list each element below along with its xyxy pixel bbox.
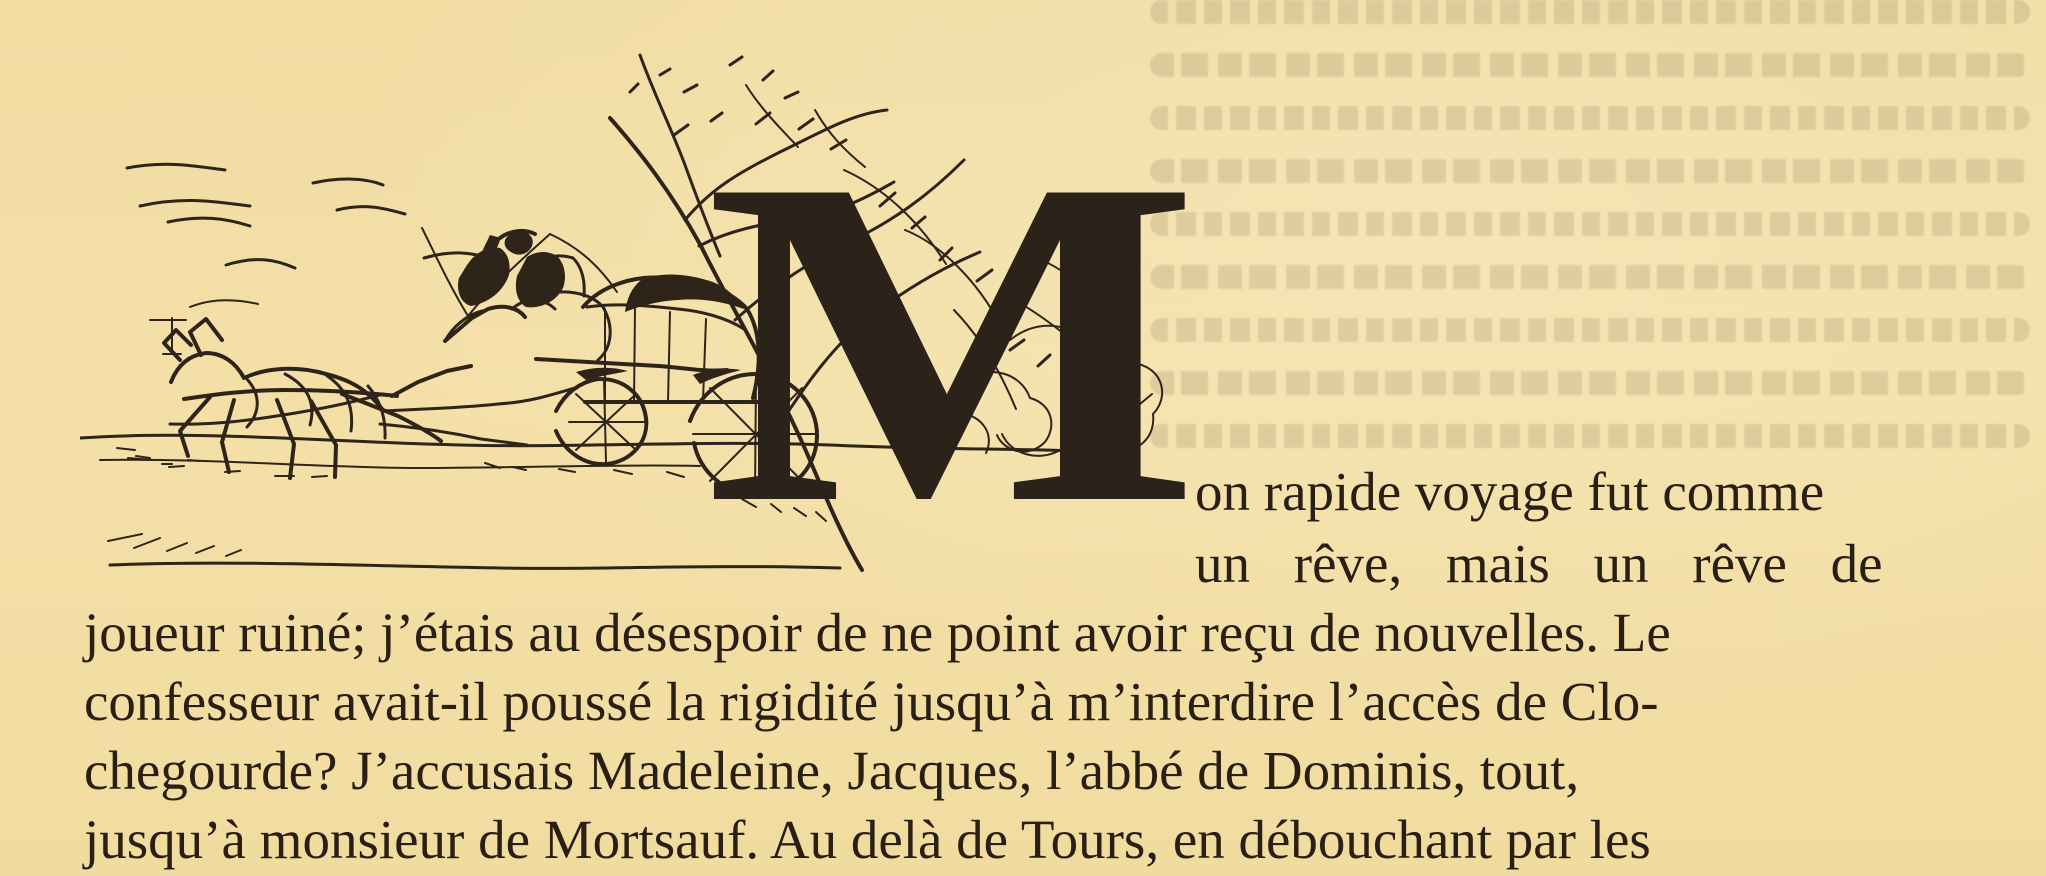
text-line-1: on rapide voyage fut comme: [1195, 461, 1825, 522]
text-line-2: un rêve, mais un rêve de: [1195, 533, 1883, 594]
text-line-3: joueur ruiné; j’étais au désespoir de ne point avoir reçu de nouvelles. Le: [84, 602, 1671, 663]
text-line-4: confesseur avait-il poussé la rigidité jusqu’à m’interdire l’accès de Clo-: [84, 671, 1659, 732]
text-line-6: jusqu’à monsieur de Mortsauf. Au delà de Tours, en débouchant par les: [84, 809, 1651, 870]
show-through-text: [1150, 0, 2030, 470]
text-line-5: chegourde? J’accusais Madeleine, Jacques, l’abbé de Dominis, tout,: [84, 740, 1580, 801]
drop-cap-m: M: [705, 83, 1180, 601]
